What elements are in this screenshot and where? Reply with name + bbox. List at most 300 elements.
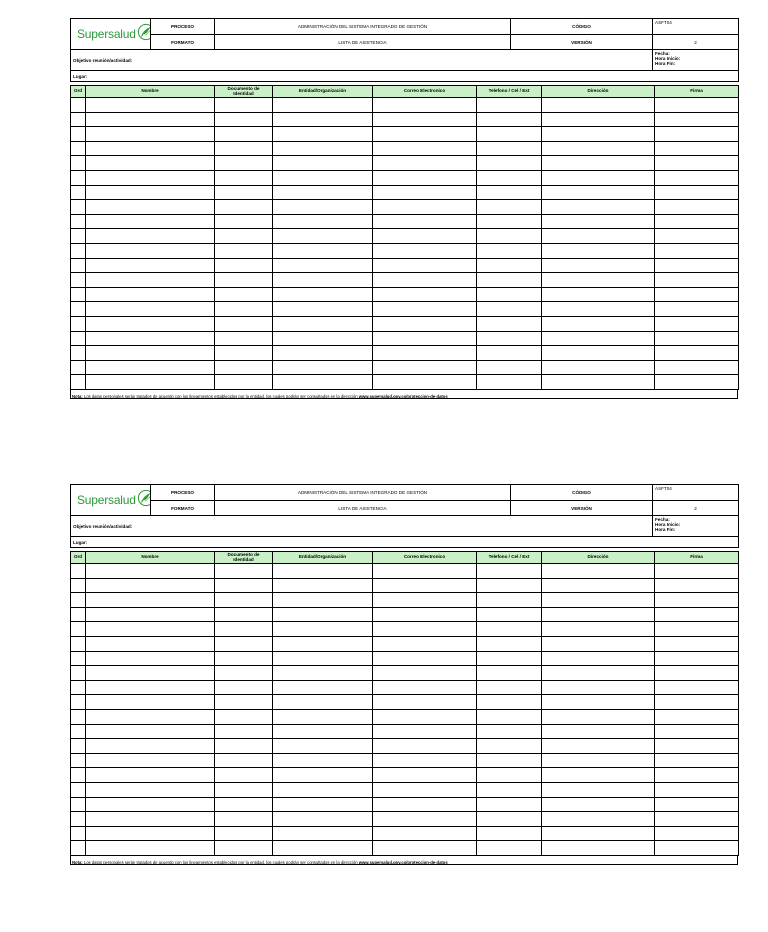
table-cell[interactable] xyxy=(273,768,373,783)
table-cell[interactable] xyxy=(477,782,542,797)
table-cell[interactable] xyxy=(71,768,86,783)
table-cell[interactable] xyxy=(373,739,477,754)
table-cell[interactable] xyxy=(655,709,739,724)
table-cell[interactable] xyxy=(86,636,215,651)
table-cell[interactable] xyxy=(86,564,215,579)
table-cell[interactable] xyxy=(71,112,86,127)
table-cell[interactable] xyxy=(373,258,477,273)
table-cell[interactable] xyxy=(373,273,477,288)
table-cell[interactable] xyxy=(215,316,273,331)
objetivo-field[interactable] xyxy=(71,50,653,71)
table-cell[interactable] xyxy=(542,636,655,651)
table-cell[interactable] xyxy=(477,695,542,710)
table-cell[interactable] xyxy=(477,622,542,637)
table-cell[interactable] xyxy=(655,768,739,783)
table-cell[interactable] xyxy=(477,841,542,856)
table-cell[interactable] xyxy=(655,724,739,739)
table-cell[interactable] xyxy=(477,651,542,666)
table-cell[interactable] xyxy=(273,375,373,390)
table-cell[interactable] xyxy=(477,302,542,317)
table-cell[interactable] xyxy=(71,170,86,185)
table-cell[interactable] xyxy=(215,841,273,856)
table-cell[interactable] xyxy=(373,287,477,302)
table-cell[interactable] xyxy=(477,141,542,156)
table-cell[interactable] xyxy=(86,724,215,739)
table-cell[interactable] xyxy=(215,170,273,185)
table-cell[interactable] xyxy=(655,680,739,695)
table-cell[interactable] xyxy=(273,287,373,302)
table-cell[interactable] xyxy=(542,607,655,622)
table-cell[interactable] xyxy=(273,243,373,258)
table-cell[interactable] xyxy=(215,680,273,695)
table-cell[interactable] xyxy=(86,331,215,346)
table-cell[interactable] xyxy=(477,607,542,622)
table-cell[interactable] xyxy=(542,826,655,841)
table-cell[interactable] xyxy=(273,622,373,637)
table-cell[interactable] xyxy=(655,229,739,244)
table-cell[interactable] xyxy=(542,200,655,215)
table-cell[interactable] xyxy=(71,141,86,156)
table-cell[interactable] xyxy=(273,812,373,827)
table-cell[interactable] xyxy=(71,753,86,768)
table-cell[interactable] xyxy=(477,258,542,273)
table-cell[interactable] xyxy=(655,127,739,142)
table-cell[interactable] xyxy=(71,593,86,608)
table-cell[interactable] xyxy=(542,782,655,797)
table-cell[interactable] xyxy=(86,782,215,797)
table-cell[interactable] xyxy=(477,287,542,302)
table-cell[interactable] xyxy=(215,709,273,724)
table-cell[interactable] xyxy=(273,578,373,593)
table-cell[interactable] xyxy=(273,346,373,361)
table-cell[interactable] xyxy=(542,141,655,156)
table-cell[interactable] xyxy=(273,258,373,273)
table-cell[interactable] xyxy=(655,316,739,331)
table-cell[interactable] xyxy=(86,112,215,127)
table-cell[interactable] xyxy=(655,331,739,346)
table-cell[interactable] xyxy=(655,797,739,812)
note-url[interactable]: www.supersalud.gov.co/proteccion-de-datos xyxy=(358,859,448,865)
table-cell[interactable] xyxy=(71,214,86,229)
table-cell[interactable] xyxy=(655,273,739,288)
table-cell[interactable] xyxy=(273,564,373,579)
table-cell[interactable] xyxy=(273,593,373,608)
table-cell[interactable] xyxy=(477,273,542,288)
table-cell[interactable] xyxy=(86,185,215,200)
table-cell[interactable] xyxy=(477,812,542,827)
table-cell[interactable] xyxy=(373,709,477,724)
table-cell[interactable] xyxy=(373,593,477,608)
table-cell[interactable] xyxy=(542,695,655,710)
table-cell[interactable] xyxy=(86,360,215,375)
table-cell[interactable] xyxy=(86,127,215,142)
table-cell[interactable] xyxy=(215,229,273,244)
table-cell[interactable] xyxy=(71,200,86,215)
table-cell[interactable] xyxy=(542,622,655,637)
table-cell[interactable] xyxy=(71,666,86,681)
table-cell[interactable] xyxy=(71,331,86,346)
table-cell[interactable] xyxy=(542,229,655,244)
table-cell[interactable] xyxy=(86,768,215,783)
table-cell[interactable] xyxy=(86,302,215,317)
table-cell[interactable] xyxy=(477,98,542,113)
table-cell[interactable] xyxy=(655,185,739,200)
table-cell[interactable] xyxy=(215,346,273,361)
table-cell[interactable] xyxy=(71,739,86,754)
table-cell[interactable] xyxy=(71,287,86,302)
table-cell[interactable] xyxy=(71,273,86,288)
table-cell[interactable] xyxy=(477,214,542,229)
table-cell[interactable] xyxy=(542,112,655,127)
table-cell[interactable] xyxy=(86,651,215,666)
table-cell[interactable] xyxy=(655,141,739,156)
table-cell[interactable] xyxy=(542,375,655,390)
table-cell[interactable] xyxy=(655,243,739,258)
table-cell[interactable] xyxy=(373,826,477,841)
table-cell[interactable] xyxy=(477,185,542,200)
table-cell[interactable] xyxy=(477,680,542,695)
table-cell[interactable] xyxy=(71,622,86,637)
table-cell[interactable] xyxy=(542,98,655,113)
table-cell[interactable] xyxy=(215,98,273,113)
table-cell[interactable] xyxy=(542,564,655,579)
table-cell[interactable] xyxy=(655,593,739,608)
table-cell[interactable] xyxy=(542,316,655,331)
table-cell[interactable] xyxy=(542,346,655,361)
table-cell[interactable] xyxy=(215,112,273,127)
table-cell[interactable] xyxy=(71,826,86,841)
table-cell[interactable] xyxy=(71,651,86,666)
table-cell[interactable] xyxy=(542,578,655,593)
table-cell[interactable] xyxy=(273,229,373,244)
table-cell[interactable] xyxy=(215,622,273,637)
table-cell[interactable] xyxy=(542,302,655,317)
table-cell[interactable] xyxy=(71,360,86,375)
table-cell[interactable] xyxy=(86,243,215,258)
table-cell[interactable] xyxy=(655,812,739,827)
table-cell[interactable] xyxy=(273,170,373,185)
table-cell[interactable] xyxy=(273,709,373,724)
table-cell[interactable] xyxy=(86,170,215,185)
table-cell[interactable] xyxy=(86,578,215,593)
table-cell[interactable] xyxy=(373,360,477,375)
table-cell[interactable] xyxy=(86,98,215,113)
table-cell[interactable] xyxy=(215,185,273,200)
table-cell[interactable] xyxy=(71,229,86,244)
table-cell[interactable] xyxy=(542,331,655,346)
table-cell[interactable] xyxy=(71,127,86,142)
table-cell[interactable] xyxy=(373,753,477,768)
table-cell[interactable] xyxy=(71,564,86,579)
table-cell[interactable] xyxy=(477,200,542,215)
table-cell[interactable] xyxy=(273,782,373,797)
table-cell[interactable] xyxy=(373,622,477,637)
table-cell[interactable] xyxy=(86,812,215,827)
table-cell[interactable] xyxy=(477,826,542,841)
table-cell[interactable] xyxy=(655,302,739,317)
table-cell[interactable] xyxy=(273,273,373,288)
table-cell[interactable] xyxy=(655,360,739,375)
table-cell[interactable] xyxy=(71,607,86,622)
table-cell[interactable] xyxy=(71,156,86,171)
table-cell[interactable] xyxy=(86,214,215,229)
table-cell[interactable] xyxy=(273,214,373,229)
table-cell[interactable] xyxy=(273,651,373,666)
table-cell[interactable] xyxy=(273,797,373,812)
table-cell[interactable] xyxy=(373,812,477,827)
table-cell[interactable] xyxy=(273,112,373,127)
table-cell[interactable] xyxy=(86,287,215,302)
table-cell[interactable] xyxy=(215,578,273,593)
table-cell[interactable] xyxy=(655,651,739,666)
table-cell[interactable] xyxy=(477,797,542,812)
table-cell[interactable] xyxy=(477,360,542,375)
table-cell[interactable] xyxy=(273,666,373,681)
table-cell[interactable] xyxy=(373,564,477,579)
table-cell[interactable] xyxy=(86,841,215,856)
table-cell[interactable] xyxy=(542,666,655,681)
table-cell[interactable] xyxy=(373,98,477,113)
table-cell[interactable] xyxy=(71,302,86,317)
table-cell[interactable] xyxy=(273,316,373,331)
table-cell[interactable] xyxy=(86,258,215,273)
table-cell[interactable] xyxy=(477,112,542,127)
table-cell[interactable] xyxy=(86,695,215,710)
table-cell[interactable] xyxy=(542,797,655,812)
table-cell[interactable] xyxy=(71,724,86,739)
table-cell[interactable] xyxy=(215,826,273,841)
table-cell[interactable] xyxy=(273,156,373,171)
table-cell[interactable] xyxy=(71,709,86,724)
table-cell[interactable] xyxy=(71,98,86,113)
table-cell[interactable] xyxy=(86,753,215,768)
table-cell[interactable] xyxy=(477,768,542,783)
table-cell[interactable] xyxy=(86,797,215,812)
table-cell[interactable] xyxy=(477,666,542,681)
table-cell[interactable] xyxy=(71,636,86,651)
table-cell[interactable] xyxy=(542,724,655,739)
table-cell[interactable] xyxy=(655,258,739,273)
table-cell[interactable] xyxy=(215,768,273,783)
table-cell[interactable] xyxy=(273,841,373,856)
lugar-field[interactable] xyxy=(71,71,739,82)
table-cell[interactable] xyxy=(71,680,86,695)
table-cell[interactable] xyxy=(542,243,655,258)
table-cell[interactable] xyxy=(542,709,655,724)
table-cell[interactable] xyxy=(477,156,542,171)
table-cell[interactable] xyxy=(655,112,739,127)
table-cell[interactable] xyxy=(373,636,477,651)
table-cell[interactable] xyxy=(215,812,273,827)
table-cell[interactable] xyxy=(373,768,477,783)
table-cell[interactable] xyxy=(477,593,542,608)
table-cell[interactable] xyxy=(273,695,373,710)
table-cell[interactable] xyxy=(655,200,739,215)
table-cell[interactable] xyxy=(655,666,739,681)
table-cell[interactable] xyxy=(373,797,477,812)
table-cell[interactable] xyxy=(86,200,215,215)
table-cell[interactable] xyxy=(373,607,477,622)
table-cell[interactable] xyxy=(655,695,739,710)
table-cell[interactable] xyxy=(215,360,273,375)
table-cell[interactable] xyxy=(477,243,542,258)
table-cell[interactable] xyxy=(477,636,542,651)
table-cell[interactable] xyxy=(215,156,273,171)
table-cell[interactable] xyxy=(215,651,273,666)
table-cell[interactable] xyxy=(542,127,655,142)
table-cell[interactable] xyxy=(542,651,655,666)
table-cell[interactable] xyxy=(71,578,86,593)
table-cell[interactable] xyxy=(86,375,215,390)
table-cell[interactable] xyxy=(215,127,273,142)
table-cell[interactable] xyxy=(542,680,655,695)
table-cell[interactable] xyxy=(86,156,215,171)
table-cell[interactable] xyxy=(477,724,542,739)
table-cell[interactable] xyxy=(273,185,373,200)
table-cell[interactable] xyxy=(655,170,739,185)
table-cell[interactable] xyxy=(373,214,477,229)
table-cell[interactable] xyxy=(215,287,273,302)
table-cell[interactable] xyxy=(542,258,655,273)
table-cell[interactable] xyxy=(71,258,86,273)
table-cell[interactable] xyxy=(373,680,477,695)
table-cell[interactable] xyxy=(477,346,542,361)
table-cell[interactable] xyxy=(273,141,373,156)
table-cell[interactable] xyxy=(542,156,655,171)
table-cell[interactable] xyxy=(542,170,655,185)
table-cell[interactable] xyxy=(542,360,655,375)
table-cell[interactable] xyxy=(273,826,373,841)
table-cell[interactable] xyxy=(86,229,215,244)
table-cell[interactable] xyxy=(86,666,215,681)
table-cell[interactable] xyxy=(86,826,215,841)
table-cell[interactable] xyxy=(373,156,477,171)
table-cell[interactable] xyxy=(477,578,542,593)
table-cell[interactable] xyxy=(71,812,86,827)
table-cell[interactable] xyxy=(373,651,477,666)
table-cell[interactable] xyxy=(542,214,655,229)
table-cell[interactable] xyxy=(373,112,477,127)
table-cell[interactable] xyxy=(655,622,739,637)
table-cell[interactable] xyxy=(655,156,739,171)
table-cell[interactable] xyxy=(86,607,215,622)
table-cell[interactable] xyxy=(215,739,273,754)
table-cell[interactable] xyxy=(655,578,739,593)
table-cell[interactable] xyxy=(215,724,273,739)
table-cell[interactable] xyxy=(86,593,215,608)
table-cell[interactable] xyxy=(273,680,373,695)
table-cell[interactable] xyxy=(215,258,273,273)
table-cell[interactable] xyxy=(273,636,373,651)
table-cell[interactable] xyxy=(86,739,215,754)
table-cell[interactable] xyxy=(215,331,273,346)
table-cell[interactable] xyxy=(71,185,86,200)
table-cell[interactable] xyxy=(71,695,86,710)
table-cell[interactable] xyxy=(477,316,542,331)
table-cell[interactable] xyxy=(373,724,477,739)
table-cell[interactable] xyxy=(273,753,373,768)
table-cell[interactable] xyxy=(215,782,273,797)
table-cell[interactable] xyxy=(542,593,655,608)
table-cell[interactable] xyxy=(542,768,655,783)
table-cell[interactable] xyxy=(373,782,477,797)
table-cell[interactable] xyxy=(215,753,273,768)
table-cell[interactable] xyxy=(373,695,477,710)
table-cell[interactable] xyxy=(655,636,739,651)
table-cell[interactable] xyxy=(86,680,215,695)
table-cell[interactable] xyxy=(373,243,477,258)
table-cell[interactable] xyxy=(86,709,215,724)
table-cell[interactable] xyxy=(215,200,273,215)
table-cell[interactable] xyxy=(542,273,655,288)
table-cell[interactable] xyxy=(215,797,273,812)
table-cell[interactable] xyxy=(542,287,655,302)
table-cell[interactable] xyxy=(215,214,273,229)
table-cell[interactable] xyxy=(86,141,215,156)
table-cell[interactable] xyxy=(71,243,86,258)
table-cell[interactable] xyxy=(215,636,273,651)
table-cell[interactable] xyxy=(215,593,273,608)
table-cell[interactable] xyxy=(215,695,273,710)
table-cell[interactable] xyxy=(542,739,655,754)
table-cell[interactable] xyxy=(477,753,542,768)
table-cell[interactable] xyxy=(655,826,739,841)
table-cell[interactable] xyxy=(373,200,477,215)
table-cell[interactable] xyxy=(215,141,273,156)
table-cell[interactable] xyxy=(71,375,86,390)
table-cell[interactable] xyxy=(215,375,273,390)
table-cell[interactable] xyxy=(542,841,655,856)
table-cell[interactable] xyxy=(215,607,273,622)
table-cell[interactable] xyxy=(215,302,273,317)
table-cell[interactable] xyxy=(477,229,542,244)
table-cell[interactable] xyxy=(373,229,477,244)
table-cell[interactable] xyxy=(655,739,739,754)
table-cell[interactable] xyxy=(542,185,655,200)
table-cell[interactable] xyxy=(655,214,739,229)
table-cell[interactable] xyxy=(373,170,477,185)
table-cell[interactable] xyxy=(373,841,477,856)
table-cell[interactable] xyxy=(215,273,273,288)
table-cell[interactable] xyxy=(373,331,477,346)
time-fields[interactable] xyxy=(653,50,739,71)
table-cell[interactable] xyxy=(477,709,542,724)
table-cell[interactable] xyxy=(373,127,477,142)
table-cell[interactable] xyxy=(86,316,215,331)
table-cell[interactable] xyxy=(215,564,273,579)
table-cell[interactable] xyxy=(655,98,739,113)
table-cell[interactable] xyxy=(477,739,542,754)
table-cell[interactable] xyxy=(215,666,273,681)
table-cell[interactable] xyxy=(273,360,373,375)
table-cell[interactable] xyxy=(373,141,477,156)
table-cell[interactable] xyxy=(655,564,739,579)
table-cell[interactable] xyxy=(655,753,739,768)
table-cell[interactable] xyxy=(373,316,477,331)
table-cell[interactable] xyxy=(655,375,739,390)
table-cell[interactable] xyxy=(71,346,86,361)
table-cell[interactable] xyxy=(477,170,542,185)
table-cell[interactable] xyxy=(273,607,373,622)
table-cell[interactable] xyxy=(273,739,373,754)
objetivo-field[interactable] xyxy=(71,516,653,537)
table-cell[interactable] xyxy=(373,375,477,390)
table-cell[interactable] xyxy=(71,797,86,812)
table-cell[interactable] xyxy=(86,273,215,288)
table-cell[interactable] xyxy=(273,200,373,215)
table-cell[interactable] xyxy=(655,346,739,361)
table-cell[interactable] xyxy=(373,578,477,593)
